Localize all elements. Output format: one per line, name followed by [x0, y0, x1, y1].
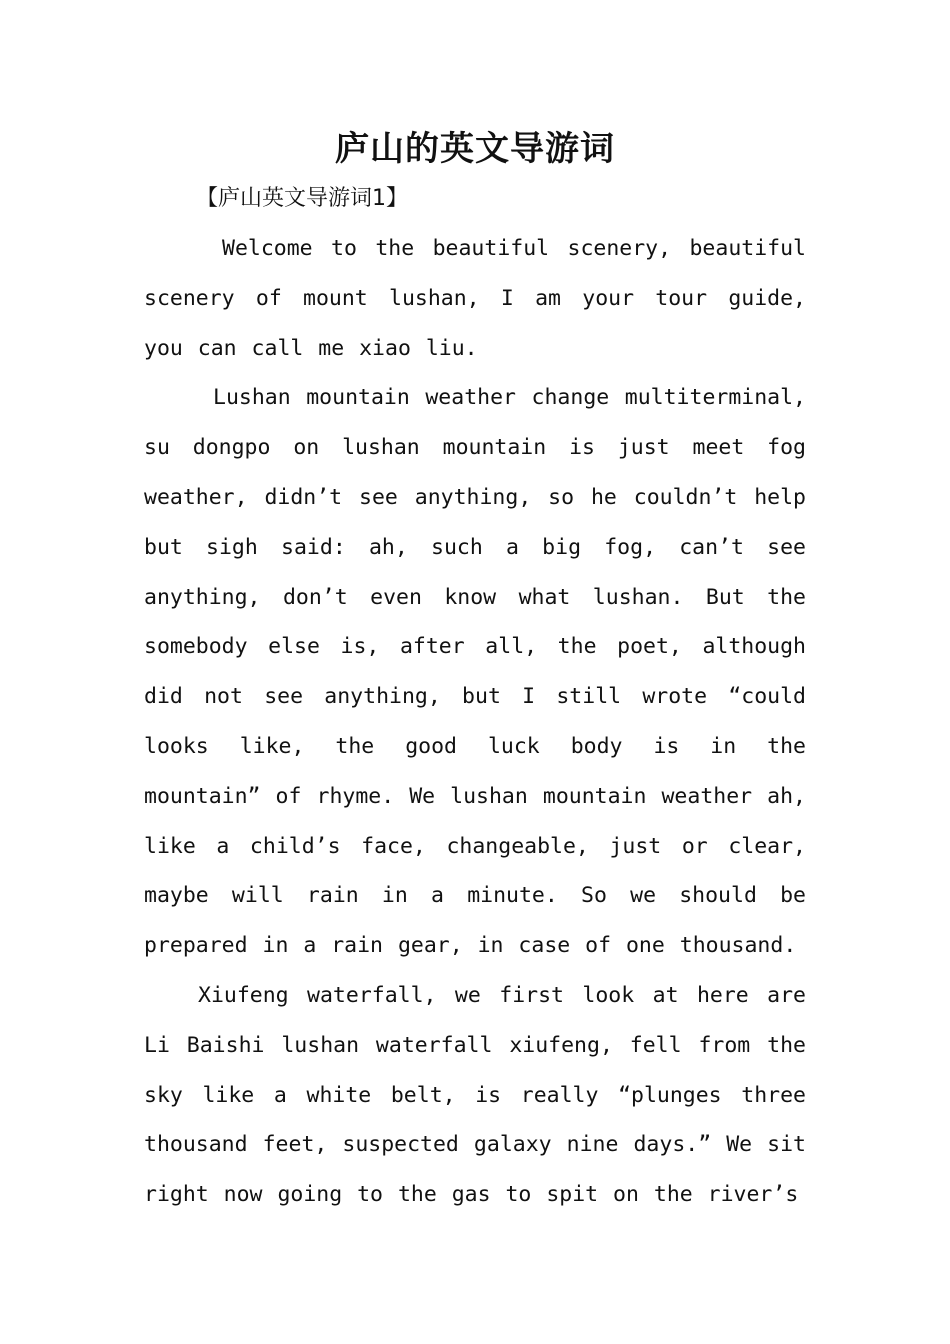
document-title: 庐山的英文导游词 — [335, 129, 615, 169]
section-heading: 【庐山英文导游词1】 — [196, 186, 408, 211]
paragraph-waterfall: Xiufeng waterfall, we first look at here are Li Baishi lushan waterfall xiufeng, fell from the sky like a white belt, is really “plunges three thousand feet, suspected galaxy nine days.” We sit right now going to the gas to spit on the river’s — [144, 982, 806, 1208]
document-body — [144, 224, 806, 1220]
paragraph-welcome: Welcome to the beautiful scenery, beautiful scenery of mount lushan, I am your tour guide, you can call me xiao liu. — [144, 236, 806, 361]
paragraph-weather: Lushan mountain weather change multiterminal, su dongpo on lushan mountain is just meet fog weather, didn’t see anything, so he couldn’t help but sigh said: ah, such a big fog, can’t see anything, don’t even know what lushan. But the somebody else is, after all, the poet, although did not see anything, but I still wrote “could looks like, the good luck body is in the mountain” of rhyme. We lushan mountain weather ah, like a child’s face, changeable, just or clear, maybe will rain in a minute. So we should be prepared in a rain gear, in case of one thousand. — [144, 385, 806, 959]
